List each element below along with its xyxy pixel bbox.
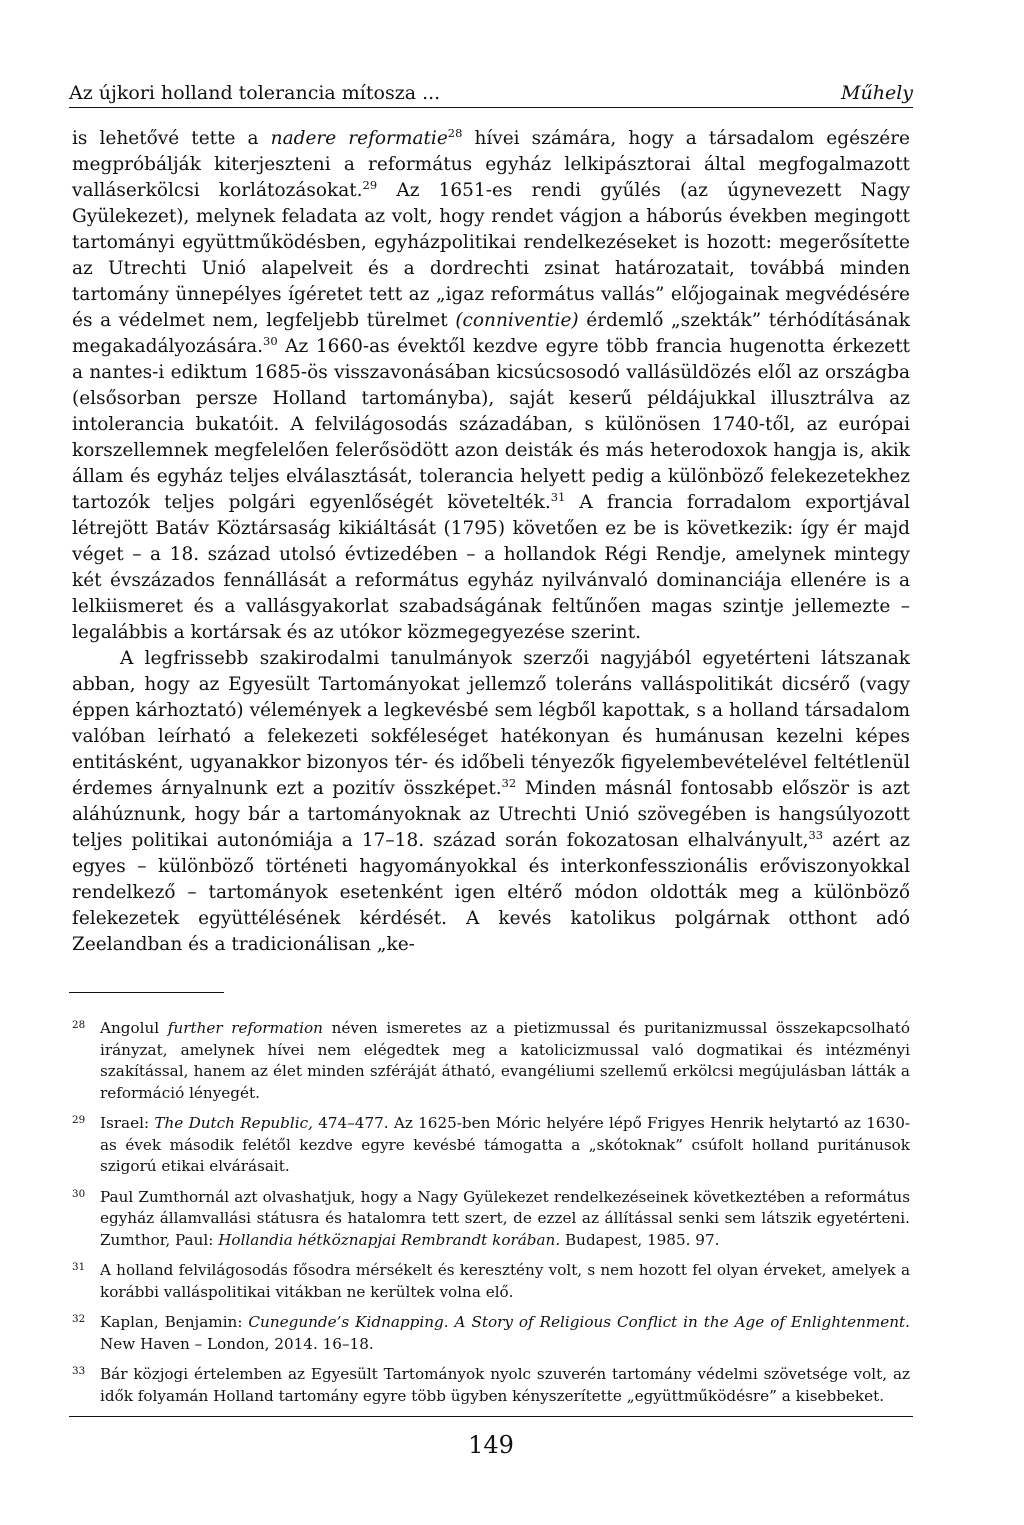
text-run: Angolul <box>100 1019 168 1037</box>
footnote-reference: 29 <box>362 177 378 192</box>
footnote-number: 33 <box>72 1365 86 1377</box>
footnote <box>72 1187 910 1252</box>
paragraph <box>72 126 910 646</box>
text-run: Az 1651-es rendi gyűlés (az úgynevezett Nagy Gyülekezet), melynek feladata az volt, hogy rendet vágjon a háborús években megingott tartományi együttműködésben, egyházpolitikai rendelkezéseket is hozott: megerősítette az Utrechti Unió alapelveit és a dordrechti zsinat határozatait, továbbá minden tartomány ünnepélyes ígéretet tett az „igaz református vallás” előjogainak megvédésére és a védelmet nem, legfeljebb türelmet <box>72 180 910 331</box>
text-run: Paul Zumthornál azt olvashatjuk, hogy a Nagy Gyülekezet rendelkezéseinek következtében a református egyház államvallási státusra és hatalomra tett szert, de ezzel az állítással senki sem látszik egyetérteni. Zumthor, Paul: <box>100 1187 910 1249</box>
footnote-separator <box>69 992 224 993</box>
footnote-number: 28 <box>72 1019 86 1031</box>
text-run: hívei számára, hogy a társadalom egészére megpróbálják kiterjeszteni a református egyház lelkipásztorai által megfogalmazott valláserkölcsi korlátozásokat. <box>72 128 910 201</box>
italic-text: The Dutch Republic, <box>154 1114 313 1132</box>
footnote-number: 31 <box>72 1261 86 1273</box>
footnote-text <box>100 1312 910 1355</box>
text-run: is lehetővé tette a <box>72 128 271 149</box>
text-run: Israel: <box>100 1114 155 1132</box>
page-number: 149 <box>468 1431 514 1459</box>
text-run: Minden másnál fontosabb először is azt aláhúznunk, hogy bár a tartományoknak az Utrechti Unió szövegében is hangsúlyozott teljes politikai autonómiája a 17–18. század során fokozatosan elhalványult, <box>72 778 910 851</box>
text-run: New Haven – London, 2014. 16–18. <box>100 1334 374 1353</box>
footnote-text <box>100 1113 910 1178</box>
italic-text: Hollandia hétköznapjai Rembrandt korában. <box>218 1230 561 1249</box>
text-run: A legfrissebb szakirodalmi tanulmányok szerzői nagyjából egyetérteni látszanak abban, hogy az Egyesült Tartományokat jellemző toleráns valláspolitikát dicsérő (vagy éppen kárhoztató) vélemények a legkevésbé sem légből kapottak, s a holland társadalom valóban leírható a felekezeti sokféleséget hatékonyan és humánusan kezelni képes entitásként, ugyanakkor bizonyos tér- és időbeli tényezők figyelembevételével feltétlenül érdemes árnyalnunk ezt a pozitív összképet. <box>72 648 910 799</box>
footnotes <box>72 1018 910 1407</box>
footnote-text <box>100 1364 910 1407</box>
footnote-reference: 30 <box>263 333 278 348</box>
footnote <box>72 1260 910 1303</box>
section-label: Műhely <box>841 82 913 104</box>
footnote-reference: 28 <box>447 125 463 140</box>
text-run: érdemlő „szekták” térhódításának megakadályozására. <box>72 310 910 357</box>
footnote <box>72 1113 910 1178</box>
footnote-number: 30 <box>72 1187 86 1200</box>
text-run: Bár közjogi értelemben az Egyesült Tartományok nyolc szuverén tartomány védelmi szövetsége volt, az idők folyamán Holland tartomány egyre több ügyben kényszerítette „együttműködésre” a kisebbeket. <box>100 1365 910 1405</box>
text-run: A francia forradalom exportjával létrejött Batáv Köztársaság kikiáltását (1795) követően ez be is következik: így ér majd véget – a 18. század utolsó évtizedében – a hollandok Régi Rendje, amelynek mintegy két évszázados fennállását a református egyház nyilvánvaló dominanciája ellenére is a lelkiismeret és a vallásgyakorlat szabadságának feltűnően magas szintje jellemezte – legalábbis a kortársak és az utókor közmegegyezése szerint. <box>72 492 910 643</box>
footnote-text <box>100 1187 910 1252</box>
italic-text: nadere reformatie <box>270 128 448 149</box>
text-run: Az 1660-as évektől kezdve egyre több francia hugenotta érkezett a nantes-i ediktum 1685-ös visszavonásában kicsúcsosodó vallásüldözés elől az országba (elsősorban persze Holland tartományba), saját keserű példájukkal illusztrálva az intolerancia bukatóit. A felvilágosodás századában, s különösen 1740-től, az európai korszellemnek megfelelően felerősödött azon deisták és más heterodoxok hangja is, akik állam és egyház teljes elválasztását, tolerancia helyett pedig a különböző felekezetekhez tartozók teljes polgári egyenlőségét követelték. <box>72 336 910 513</box>
book-page <box>69 82 913 1459</box>
footnote-reference: 32 <box>501 775 517 790</box>
text-run: A holland felvilágosodás fősodra mérsékelt és keresztény volt, s nem hozott fel olyan érveket, amelyek a korábbi valláspolitikai vitákban ne kerültek volna elő. <box>100 1261 910 1301</box>
footnote-reference: 31 <box>550 489 566 504</box>
footnote-text <box>100 1260 910 1303</box>
running-header <box>69 82 913 108</box>
text-run: Kaplan, Benjamin: <box>100 1313 249 1331</box>
text-run: azért az egyes – különböző történeti hagyományokkal és interkonfesszionális erőviszonyokkal rendelkező – tartományok esetenként igen eltérő módon oldották meg a különböző felekezetek együttélésének kérdését. A kevés katolikus polgárnak otthont adó Zeelandban és a tradicionálisan „ke- <box>72 830 910 955</box>
body-text <box>72 126 910 958</box>
text-run: néven ismeretes az a pietizmussal és puritanizmussal összekapcsolható irányzat, amelynek hívei nem elégedtek meg a katolicizmussal való dogmatikai és intézményi szakítással, hanem az élet minden szféráját átható, evangéliumi szellemű erkölcsi megújulásban látták a reformáció lényegét. <box>100 1019 910 1102</box>
footnote <box>72 1312 910 1355</box>
bottom-rule <box>69 1416 913 1417</box>
article-title: Az újkori holland tolerancia mítosza ... <box>69 82 441 104</box>
footnote-text <box>100 1018 910 1104</box>
italic-text: Cunegunde’s Kidnapping. A Story of Religious Conflict in the Age of Enlightenment. <box>248 1313 910 1331</box>
text-run: 474–477. Az 1625-ben Móric helyére lépő Frigyes Henrik helytartó az 1630-as évek második felétől kezdve egyre kevésbé támogatta a „skótoknak” csúfolt holland puritánusok szigorú etikai elvárásait. <box>100 1114 910 1175</box>
footnote-reference: 33 <box>808 827 824 842</box>
footnote <box>72 1018 910 1104</box>
text-run: Budapest, 1985. 97. <box>560 1230 720 1249</box>
italic-text: (conniventie) <box>455 310 579 331</box>
footnote-number: 29 <box>72 1114 86 1126</box>
footnote <box>72 1364 910 1407</box>
footnote-number: 32 <box>72 1313 86 1325</box>
paragraph <box>72 646 910 958</box>
italic-text: further reformation <box>167 1019 323 1037</box>
